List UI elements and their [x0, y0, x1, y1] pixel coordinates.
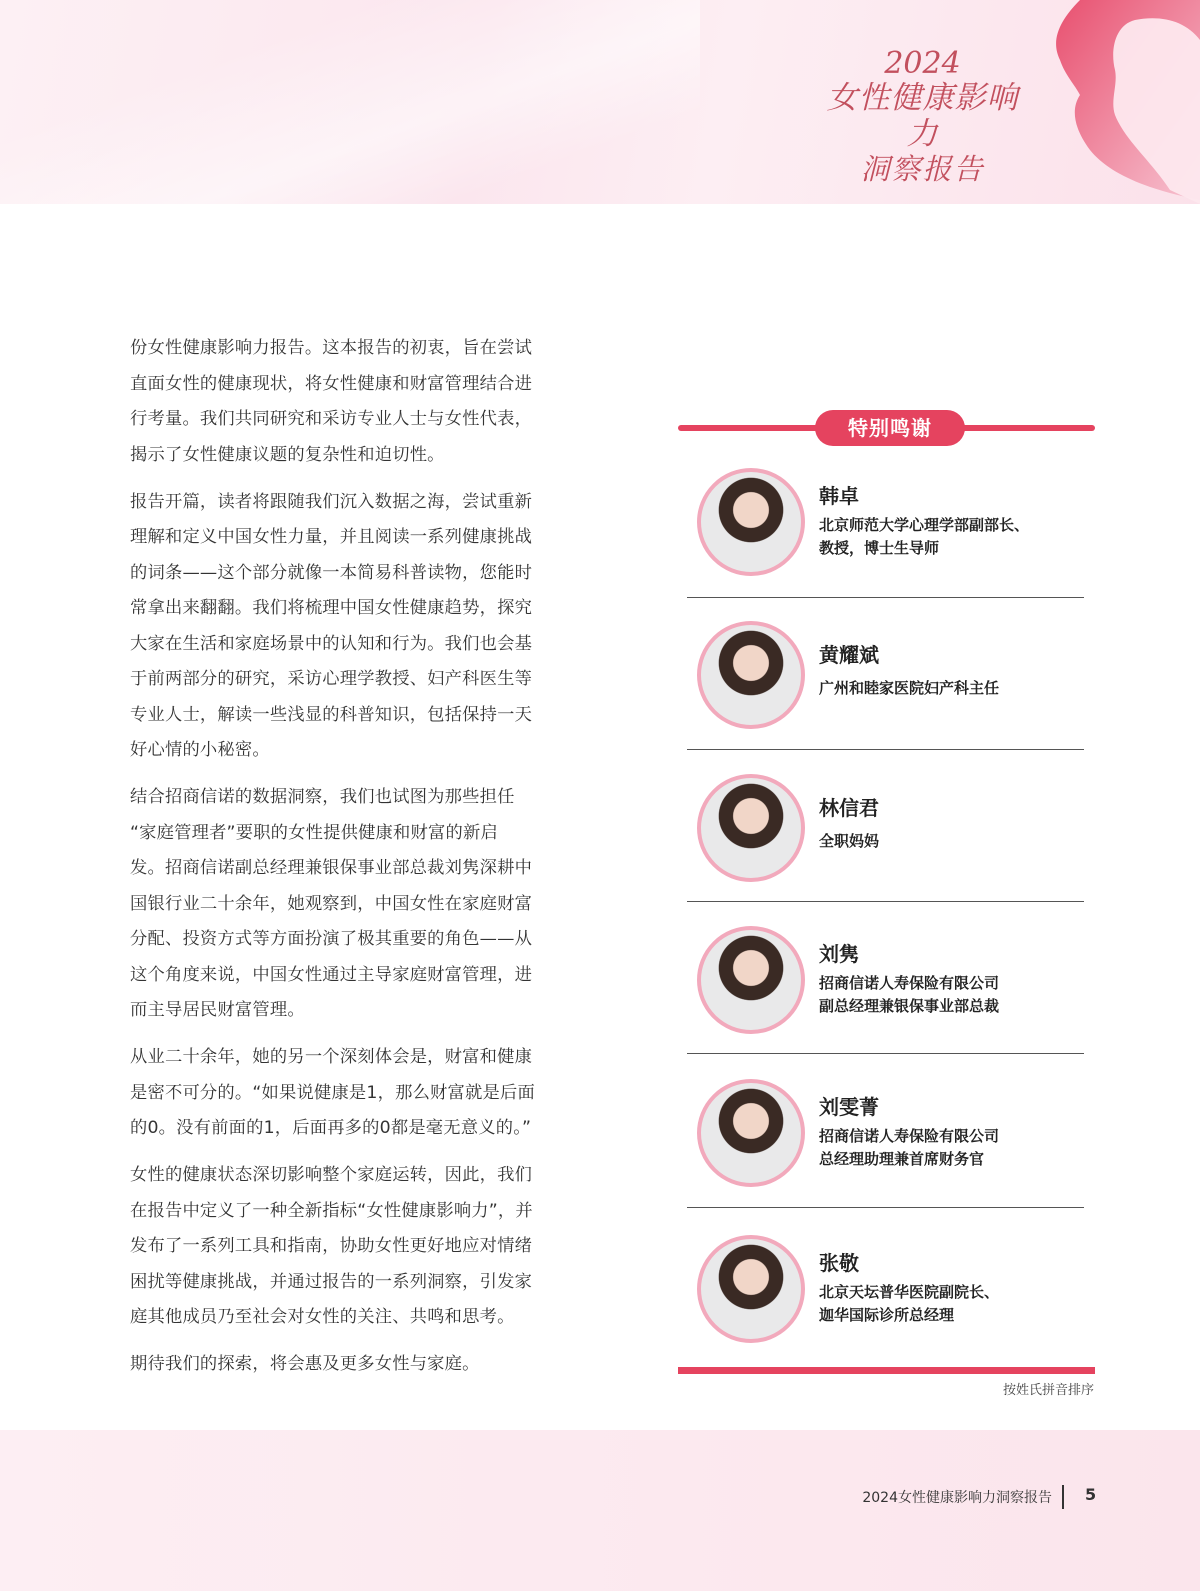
thanks-person: [697, 1079, 1097, 1189]
text-line: 理解和定义中国女性力量，并且阅读一系列健康挑战: [130, 527, 533, 547]
intro-body-text: [130, 331, 570, 1394]
logo-year: 2024: [884, 46, 961, 81]
person-title: 招商信诺人寿保险有限公司: [819, 974, 1000, 992]
text-line: 揭示了女性健康议题的复杂性和迫切性。: [130, 444, 445, 465]
divider: [687, 1053, 1084, 1054]
page-number: 5: [1085, 1485, 1097, 1504]
person-name: 刘雯菁: [819, 1095, 879, 1119]
person-name: 林信君: [819, 796, 879, 820]
person-name: 韩卓: [819, 484, 859, 508]
text-line: 女性的健康状态深切影响整个家庭运转，因此，我们: [130, 1165, 533, 1185]
women-silhouette-icon: [1020, 0, 1200, 204]
footer-report-title: 2024女性健康影响力洞察报告: [862, 1490, 1052, 1506]
text-line: 期待我们的探索，将会惠及更多女性与家庭。: [130, 1354, 480, 1374]
text-line: “家庭管理者”要职的女性提供健康和财富的新启: [130, 822, 498, 843]
person-title: 广州和睦家医院妇产科主任: [819, 679, 1000, 697]
thanks-person: [697, 621, 1097, 731]
text-line: 行考量。我们共同研究和采访专业人士与女性代表，: [130, 409, 533, 429]
person-name: 刘隽: [819, 942, 859, 966]
person-title: 全职妈妈: [819, 832, 880, 850]
text-line: 份女性健康影响力报告。这本报告的初衷，旨在尝试: [130, 338, 533, 358]
text-line: 报告开篇，读者将跟随我们沉入数据之海，尝试重新: [130, 491, 533, 512]
avatar: [697, 926, 805, 1034]
person-title: 迦华国际诊所总经理: [819, 1306, 955, 1324]
logo-title: 女性健康影响力: [826, 80, 1019, 152]
divider: [687, 1207, 1084, 1208]
header-sheen: [0, 0, 700, 204]
logo-subtitle: 洞察报告: [860, 152, 985, 186]
person-title: 北京师范大学心理学部副部长、: [819, 516, 1030, 534]
person-name: 黄耀斌: [819, 643, 879, 667]
page-header-banner: [0, 0, 1200, 204]
thanks-person: [697, 926, 1097, 1036]
text-line: 国银行业二十余年，她观察到，中国女性在家庭财富: [130, 893, 533, 914]
body-paragraph: [130, 485, 570, 769]
person-title: 招商信诺人寿保险有限公司: [819, 1127, 1000, 1145]
text-line: 大家在生活和家庭场景中的认知和行为。我们也会基: [130, 633, 533, 654]
text-line: 是密不可分的。“如果说健康是1，那么财富就是后面: [130, 1082, 535, 1103]
thanks-person: [697, 468, 1097, 578]
divider: [687, 901, 1084, 902]
text-line: 在报告中定义了一种全新指标“女性健康影响力”，并: [130, 1200, 533, 1221]
avatar: [697, 1079, 805, 1187]
thanks-person: [697, 1235, 1097, 1345]
avatar: [697, 621, 805, 729]
text-line: 发布了一系列工具和指南，协助女性更好地应对情绪: [130, 1236, 533, 1256]
body-paragraph: [130, 331, 570, 473]
person-title: 副总经理兼银保事业部总裁: [819, 997, 1000, 1015]
avatar: [697, 468, 805, 576]
body-paragraph: [130, 780, 570, 1029]
text-line: 结合招商信诺的数据洞察，我们也试图为那些担任: [130, 787, 515, 807]
body-paragraph: [130, 1158, 570, 1336]
text-line: 发。招商信诺副总经理兼银保事业部总裁刘隽深耕中: [130, 858, 533, 878]
person-title: 教授，博士生导师: [819, 539, 940, 557]
text-line: 这个角度来说，中国女性通过主导家庭财富管理，进: [130, 964, 533, 985]
person-name: 张敬: [819, 1251, 859, 1275]
person-title: 北京天坛普华医院副院长、: [819, 1283, 1000, 1301]
text-line: 常拿出来翻翻。我们将梳理中国女性健康趋势，探究: [130, 598, 533, 618]
thanks-person: [697, 774, 1097, 884]
divider: [687, 597, 1084, 598]
page-footer: [0, 1430, 1200, 1591]
body-paragraph: [130, 1040, 570, 1147]
text-line: 而主导居民财富管理。: [130, 1000, 305, 1020]
person-title: 总经理助理兼首席财务官: [819, 1150, 985, 1168]
footer-separator: [1062, 1485, 1064, 1509]
text-line: 分配、投资方式等方面扮演了极其重要的角色——从: [130, 929, 533, 949]
sort-note: 按姓氏拼音排序: [1002, 1383, 1094, 1398]
thanks-heading: 特别鸣谢: [815, 410, 965, 446]
text-line: 的0。没有前面的1，后面再多的0都是毫无意义的。”: [130, 1118, 532, 1138]
thanks-bottom-bar: [678, 1367, 1095, 1374]
text-line: 于前两部分的研究，采访心理学教授、妇产科医生等: [130, 669, 533, 689]
text-line: 困扰等健康挑战，并通过报告的一系列洞察，引发家: [130, 1271, 533, 1292]
text-line: 直面女性的健康现状，将女性健康和财富管理结合进: [130, 373, 533, 394]
body-paragraph: [130, 1347, 570, 1383]
text-line: 的词条——这个部分就像一本简易科普读物，您能时: [130, 562, 533, 583]
divider: [687, 749, 1084, 750]
text-line: 庭其他成员乃至社会对女性的关注、共鸣和思考。: [130, 1307, 515, 1327]
avatar: [697, 774, 805, 882]
text-line: 从业二十余年，她的另一个深刻体会是，财富和健康: [130, 1047, 533, 1067]
text-line: 专业人士，解读一些浅显的科普知识，包括保持一天: [130, 704, 533, 725]
report-logo: [815, 48, 1030, 186]
avatar: [697, 1235, 805, 1343]
text-line: 好心情的小秘密。: [130, 740, 270, 760]
